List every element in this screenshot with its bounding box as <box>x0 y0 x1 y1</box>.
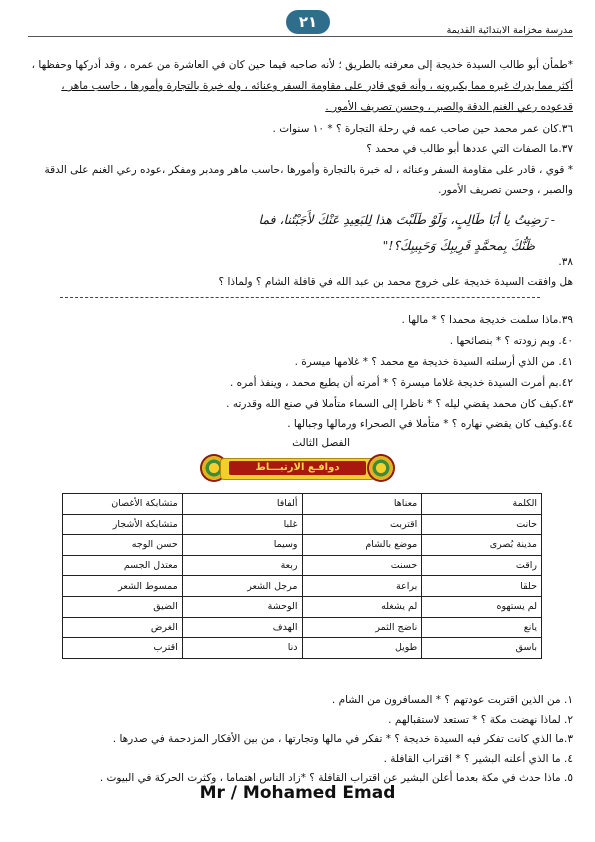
question-43: ٤٣.كيف كان محمد يقضي ليله ؟ * ناظرا إلى السماء متأملا في صنع الله وقدرته . <box>226 398 573 410</box>
table-cell: لم يستهوه <box>422 596 542 617</box>
question-40: ٤٠. وبم زودته ؟ * بنصائحها . <box>449 335 573 347</box>
answer-37-line: والصبر ، وحسن تصريف الأمور. <box>438 184 573 196</box>
ornament-icon <box>367 454 395 482</box>
table-cell: الوحشة <box>182 596 302 617</box>
table-cell: الضيق <box>63 596 183 617</box>
table-cell: مرجل الشعر <box>182 576 302 597</box>
table-cell: غلبا <box>182 514 302 535</box>
question-39: ٣٩.ماذا سلمت خديجة محمدا ؟ * مالها . <box>401 314 573 326</box>
question-4: ٤. ما الذي أعلنه البشير ؟ * اقتراب القافلة . <box>383 753 573 765</box>
question-44: ٤٤.وكيف كان يقضي نهاره ؟ * متأملا في الصحراء ورمالها وجبالها . <box>287 418 573 430</box>
dashed-separator <box>60 297 540 298</box>
chapter-title: الفصل الثالث <box>292 437 350 449</box>
table-cell: ربعة <box>182 555 302 576</box>
table-row <box>63 494 542 515</box>
table-cell: الكلمة <box>422 494 542 515</box>
table-cell: حسنت <box>302 555 422 576</box>
quote-line: - رَضِيتُ يا أبَا طَالِبٍ، وَلَوْ طَلَبْتَ هذا لِلبَعِيدِ عَنْكَ لأَجَبْتُنا، فما <box>258 212 555 227</box>
table-row <box>63 596 542 617</box>
table-cell: حانت <box>422 514 542 535</box>
table-cell: معناها <box>302 494 422 515</box>
table-cell: اقتربت <box>302 514 422 535</box>
answer-37-line: * قوي ، قادر على مقاومة السفر وعنائه ، له خبرة بالتجارة وأمورها ،حاسب ماهر ومدبر ومفكر ،عوده رعي الغنم على الدقة <box>44 164 573 176</box>
table-cell: مدينة بُصرى <box>422 535 542 556</box>
table-row <box>63 514 542 535</box>
table-cell: متشابكة الأشجار <box>63 514 183 535</box>
question-38: هل وافقت السيدة خديجة على خروج محمد بن عبد الله في قافلة الشام ؟ ولماذا ؟ <box>218 276 573 288</box>
underlined-text: أكثر مما يدرك غيره مما يكبرونه ، وأنه قوي قادر على مقاومة السفر وعنائه ، وله خبرة بالتجارة وأمورها ، حاسب ماهر ، <box>61 80 573 92</box>
paragraph-line: *طمأن أبو طالب السيدة خديجة إلى معرفته بالطريق ؛ لأنه صاحبه فيما حين كان في العاشرة من عمره ، وقد أدركها وحفظها ، <box>31 59 573 71</box>
question-41: ٤١. من الذي أرسلته السيدة خديجة مع محمد ؟ * غلامها ميسرة . <box>294 356 573 368</box>
table-cell: الغرض <box>63 617 183 638</box>
question-2: ٢. لماذا نهضت مكة ؟ * تستعد لاستقبالهم . <box>388 714 573 726</box>
paragraph-line <box>25 76 573 96</box>
table-row <box>63 535 542 556</box>
school-name: مدرسة مخزامة الابتدائية القديمة <box>446 25 573 36</box>
table-row <box>63 576 542 597</box>
quote-line: ظَنُّكَ بِمحمَّدٍ قَرِيبِكَ وَحَبِيبِكَ؟!" <box>382 238 535 253</box>
question-3: ٣.ما الذي كانت تفكر فيه السيدة خديجة ؟ * تفكر في مالها وتجارتها ، من بين الأفكار المزدحمة في صدرها . <box>112 733 573 745</box>
question-36: ٣٦.كان عمر محمد حين صاحب عمه في رحلة التجارة ؟ * ١٠ سنوات . <box>272 123 573 135</box>
table-cell: حسن الوجه <box>63 535 183 556</box>
table-row <box>63 555 542 576</box>
question-5: ٥. ماذا حدث في مكة بعدما أعلن البشير عن اقتراب القافلة ؟ *زاد الناس اهتماما ، وكثرت الحركة في البيوت . <box>99 772 573 784</box>
table-row <box>63 638 542 659</box>
table-cell: براعة <box>302 576 422 597</box>
table-cell: متشابكة الأغصان <box>63 494 183 515</box>
underlined-text: قدعوده رعي الغنم الدقة والصبر ، وحسن تصريف الأمور . <box>325 101 573 113</box>
page-header <box>28 10 573 40</box>
question-1: ١. من الذين اقتربت عودتهم ؟ * المسافرون من الشام . <box>331 694 573 706</box>
author-signature: Mr / Mohamed Emad <box>199 783 396 803</box>
table-cell: موضع بالشام <box>302 535 422 556</box>
table-cell: حلقا <box>422 576 542 597</box>
table-cell: ألفافا <box>182 494 302 515</box>
table-cell: اقترب <box>63 638 183 659</box>
table-cell: باسق <box>422 638 542 659</box>
table-cell: راقت <box>422 555 542 576</box>
table-cell: وسيما <box>182 535 302 556</box>
table-cell: ناضج الثمر <box>302 617 422 638</box>
table-cell: دنا <box>182 638 302 659</box>
table-cell: ممسوط الشعر <box>63 576 183 597</box>
table-cell: معتدل الجسم <box>63 555 183 576</box>
table-cell: يانع <box>422 617 542 638</box>
vocabulary-table <box>62 493 542 659</box>
question-42: ٤٢.بم أمرت السيدة خديجة غلاما ميسرة ؟ * أمرته أن يطيع محمد ، وينفذ أمره . <box>229 377 573 389</box>
table-cell: لم يشغله <box>302 596 422 617</box>
page-number-badge: ٢١ <box>286 10 330 34</box>
question-38-number: ٣٨. <box>558 256 573 268</box>
table-cell: الهدف <box>182 617 302 638</box>
paragraph-line <box>25 97 573 117</box>
banner-body <box>220 458 375 480</box>
header-divider <box>28 36 573 37</box>
banner-title: دوافـع الارتبـــاط <box>229 461 366 475</box>
table-row <box>63 617 542 638</box>
table-cell: طويل <box>302 638 422 659</box>
chapter-banner <box>200 453 395 483</box>
question-37: ٣٧.ما الصفات التي عددها أبو طالب في محمد ؟ <box>366 143 573 155</box>
